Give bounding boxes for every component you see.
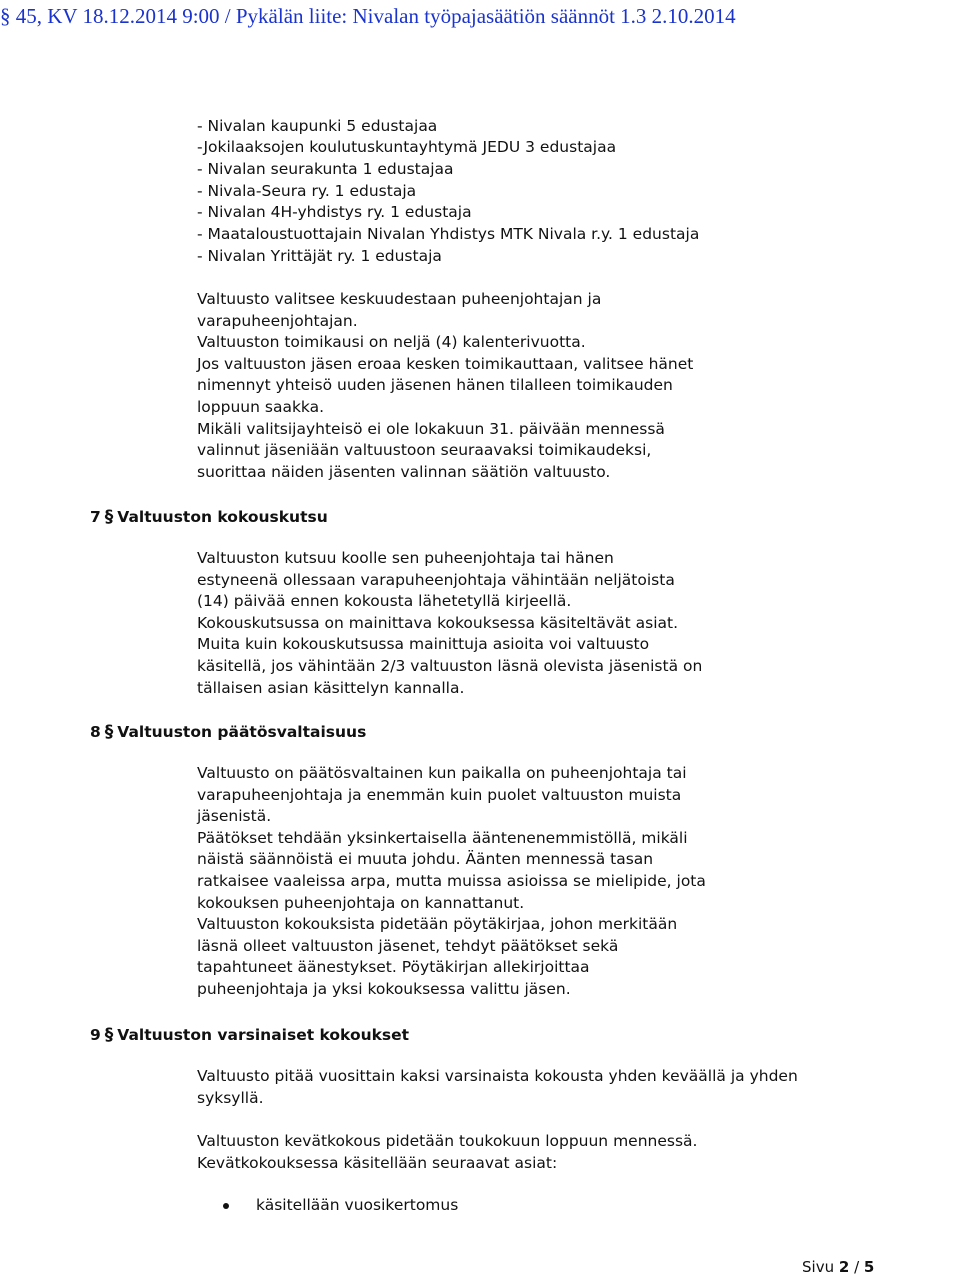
section-title: Valtuuston varsinaiset kokoukset [117, 1026, 410, 1044]
text-line: nimennyt yhteisö uuden jäsenen hänen tilalleen toimikauden [197, 376, 673, 395]
section-title: Valtuuston kokouskutsu [117, 508, 328, 526]
section-sign: § [0, 4, 11, 28]
text-line: puheenjohtaja ja yksi kokouksessa valittu jäsen. [197, 979, 571, 998]
text-line: läsnä olleet valtuuston jäsenet, tehdyt päätökset sekä [197, 936, 619, 955]
text-line: Valtuuston toimikausi on neljä (4) kalenterivuotta. [197, 333, 586, 352]
section-9-heading [90, 1025, 409, 1045]
member-line: - Nivalan kaupunki 5 edustajaa [197, 117, 438, 135]
text-line: ratkaisee vaaleissa arpa, mutta muissa asioissa se mielipide, jota [197, 871, 706, 890]
text-line: Valtuusto valitsee keskuudestaan puheenjohtajan ja [197, 290, 602, 308]
text-line: Valtuusto on päätösvaltainen kun paikalla on puheenjohtaja tai [197, 764, 687, 782]
member-line: - Nivalan Yrittäjät ry. 1 edustaja [197, 247, 442, 265]
section-8-heading [90, 722, 366, 742]
text-line: Päätökset tehdään yksinkertaisella ääntenenemmistöllä, mikäli [197, 828, 688, 847]
section-9-paragraph-2 [197, 1131, 797, 1174]
current-page: 2 [838, 1258, 850, 1276]
text-line: jäsenistä. [197, 807, 272, 826]
text-line: suorittaa näiden jäsenten valinnan säätiön valtuusto. [197, 462, 611, 481]
section-number: 8 [90, 723, 101, 741]
member-line: - Nivala-Seura ry. 1 edustaja [197, 182, 417, 200]
text-line: Kevätkokouksessa käsitellään seuraavat asiat: [197, 1153, 558, 1172]
text-line: tällaisen asian käsittelyn kannalla. [197, 678, 465, 697]
text-line: Valtuuston kevätkokous pidetään toukokuun loppuun mennessä. [197, 1132, 698, 1150]
section-number: 9 [90, 1026, 101, 1044]
section-number: 7 [90, 508, 101, 526]
section-8-body [197, 763, 797, 1001]
section-sign: § [104, 1025, 114, 1045]
text-line: käsitellä, jos vähintään 2/3 valtuuston läsnä olevista jäsenistä on [197, 656, 703, 675]
page-number [802, 1258, 874, 1276]
bullet-dot-icon [223, 1203, 229, 1209]
text-line: näistä säännöistä ei muuta johdu. Äänten mennessä tasan [197, 850, 654, 869]
section-7-heading [90, 507, 328, 527]
intro-paragraph [197, 289, 797, 483]
text-line: Valtuuston kutsuu koolle sen puheenjohtaja tai hänen [197, 549, 614, 567]
bullet-text: käsitellään vuosikertomus [256, 1196, 459, 1214]
section-title: Valtuuston päätösvaltaisuus [117, 723, 367, 741]
member-line: -Jokilaaksojen koulutuskuntayhtymä JEDU 3 edustajaa [197, 138, 617, 156]
text-line: syksyllä. [197, 1088, 264, 1107]
text-line: valinnut jäseniään valtuustoon seuraavaksi toimikaudeksi, [197, 441, 652, 460]
member-line: - Maataloustuottajain Nivalan Yhdistys MTK Nivala r.y. 1 edustaja [197, 225, 700, 243]
member-line: - Nivalan seurakunta 1 edustajaa [197, 160, 454, 178]
total-pages: 5 [863, 1258, 875, 1276]
page-header [0, 4, 960, 29]
text-line: (14) päivää ennen kokousta lähetetyllä kirjeellä. [197, 592, 572, 611]
header-text: 45, KV 18.12.2014 9:00 / Pykälän liite: Nivalan työpajasäätiön säännöt 1.3 2.10.2014 [15, 4, 736, 28]
section-sign: § [104, 722, 114, 742]
text-line: estyneenä ollessaan varapuheenjohtaja vähintään neljätoista [197, 570, 675, 589]
text-line: Kokouskutsussa on mainittava kokouksessa käsiteltävät asiat. [197, 613, 679, 632]
page-label: Sivu [802, 1258, 835, 1276]
text-line: tapahtuneet äänestykset. Pöytäkirjan allekirjoittaa [197, 958, 590, 977]
text-line: Valtuusto pitää vuosittain kaksi varsinaista kokousta yhden keväällä ja yhden [197, 1067, 798, 1085]
text-line: Muita kuin kokouskutsussa mainittuja asioita voi valtuusto [197, 635, 650, 654]
text-line: Valtuuston kokouksista pidetään pöytäkirjaa, johon merkitään [197, 915, 678, 934]
text-line: varapuheenjohtaja ja enemmän kuin puolet valtuuston muista [197, 785, 682, 804]
member-line: - Nivalan 4H-yhdistys ry. 1 edustaja [197, 203, 472, 221]
text-line: loppuun saakka. [197, 397, 325, 416]
text-line: Mikäli valitsijayhteisö ei ole lokakuun 31. päivään mennessä [197, 419, 665, 438]
text-line: Jos valtuuston jäsen eroaa kesken toimikauttaan, valitsee hänet [197, 354, 694, 373]
section-sign: § [104, 507, 114, 527]
bullet-item [224, 1196, 458, 1214]
section-9-paragraph-1 [197, 1066, 897, 1109]
page-separator: / [854, 1258, 860, 1276]
text-line: varapuheenjohtajan. [197, 311, 358, 330]
section-7-body [197, 548, 797, 699]
text-line: kokouksen puheenjohtaja on kannattanut. [197, 893, 525, 912]
